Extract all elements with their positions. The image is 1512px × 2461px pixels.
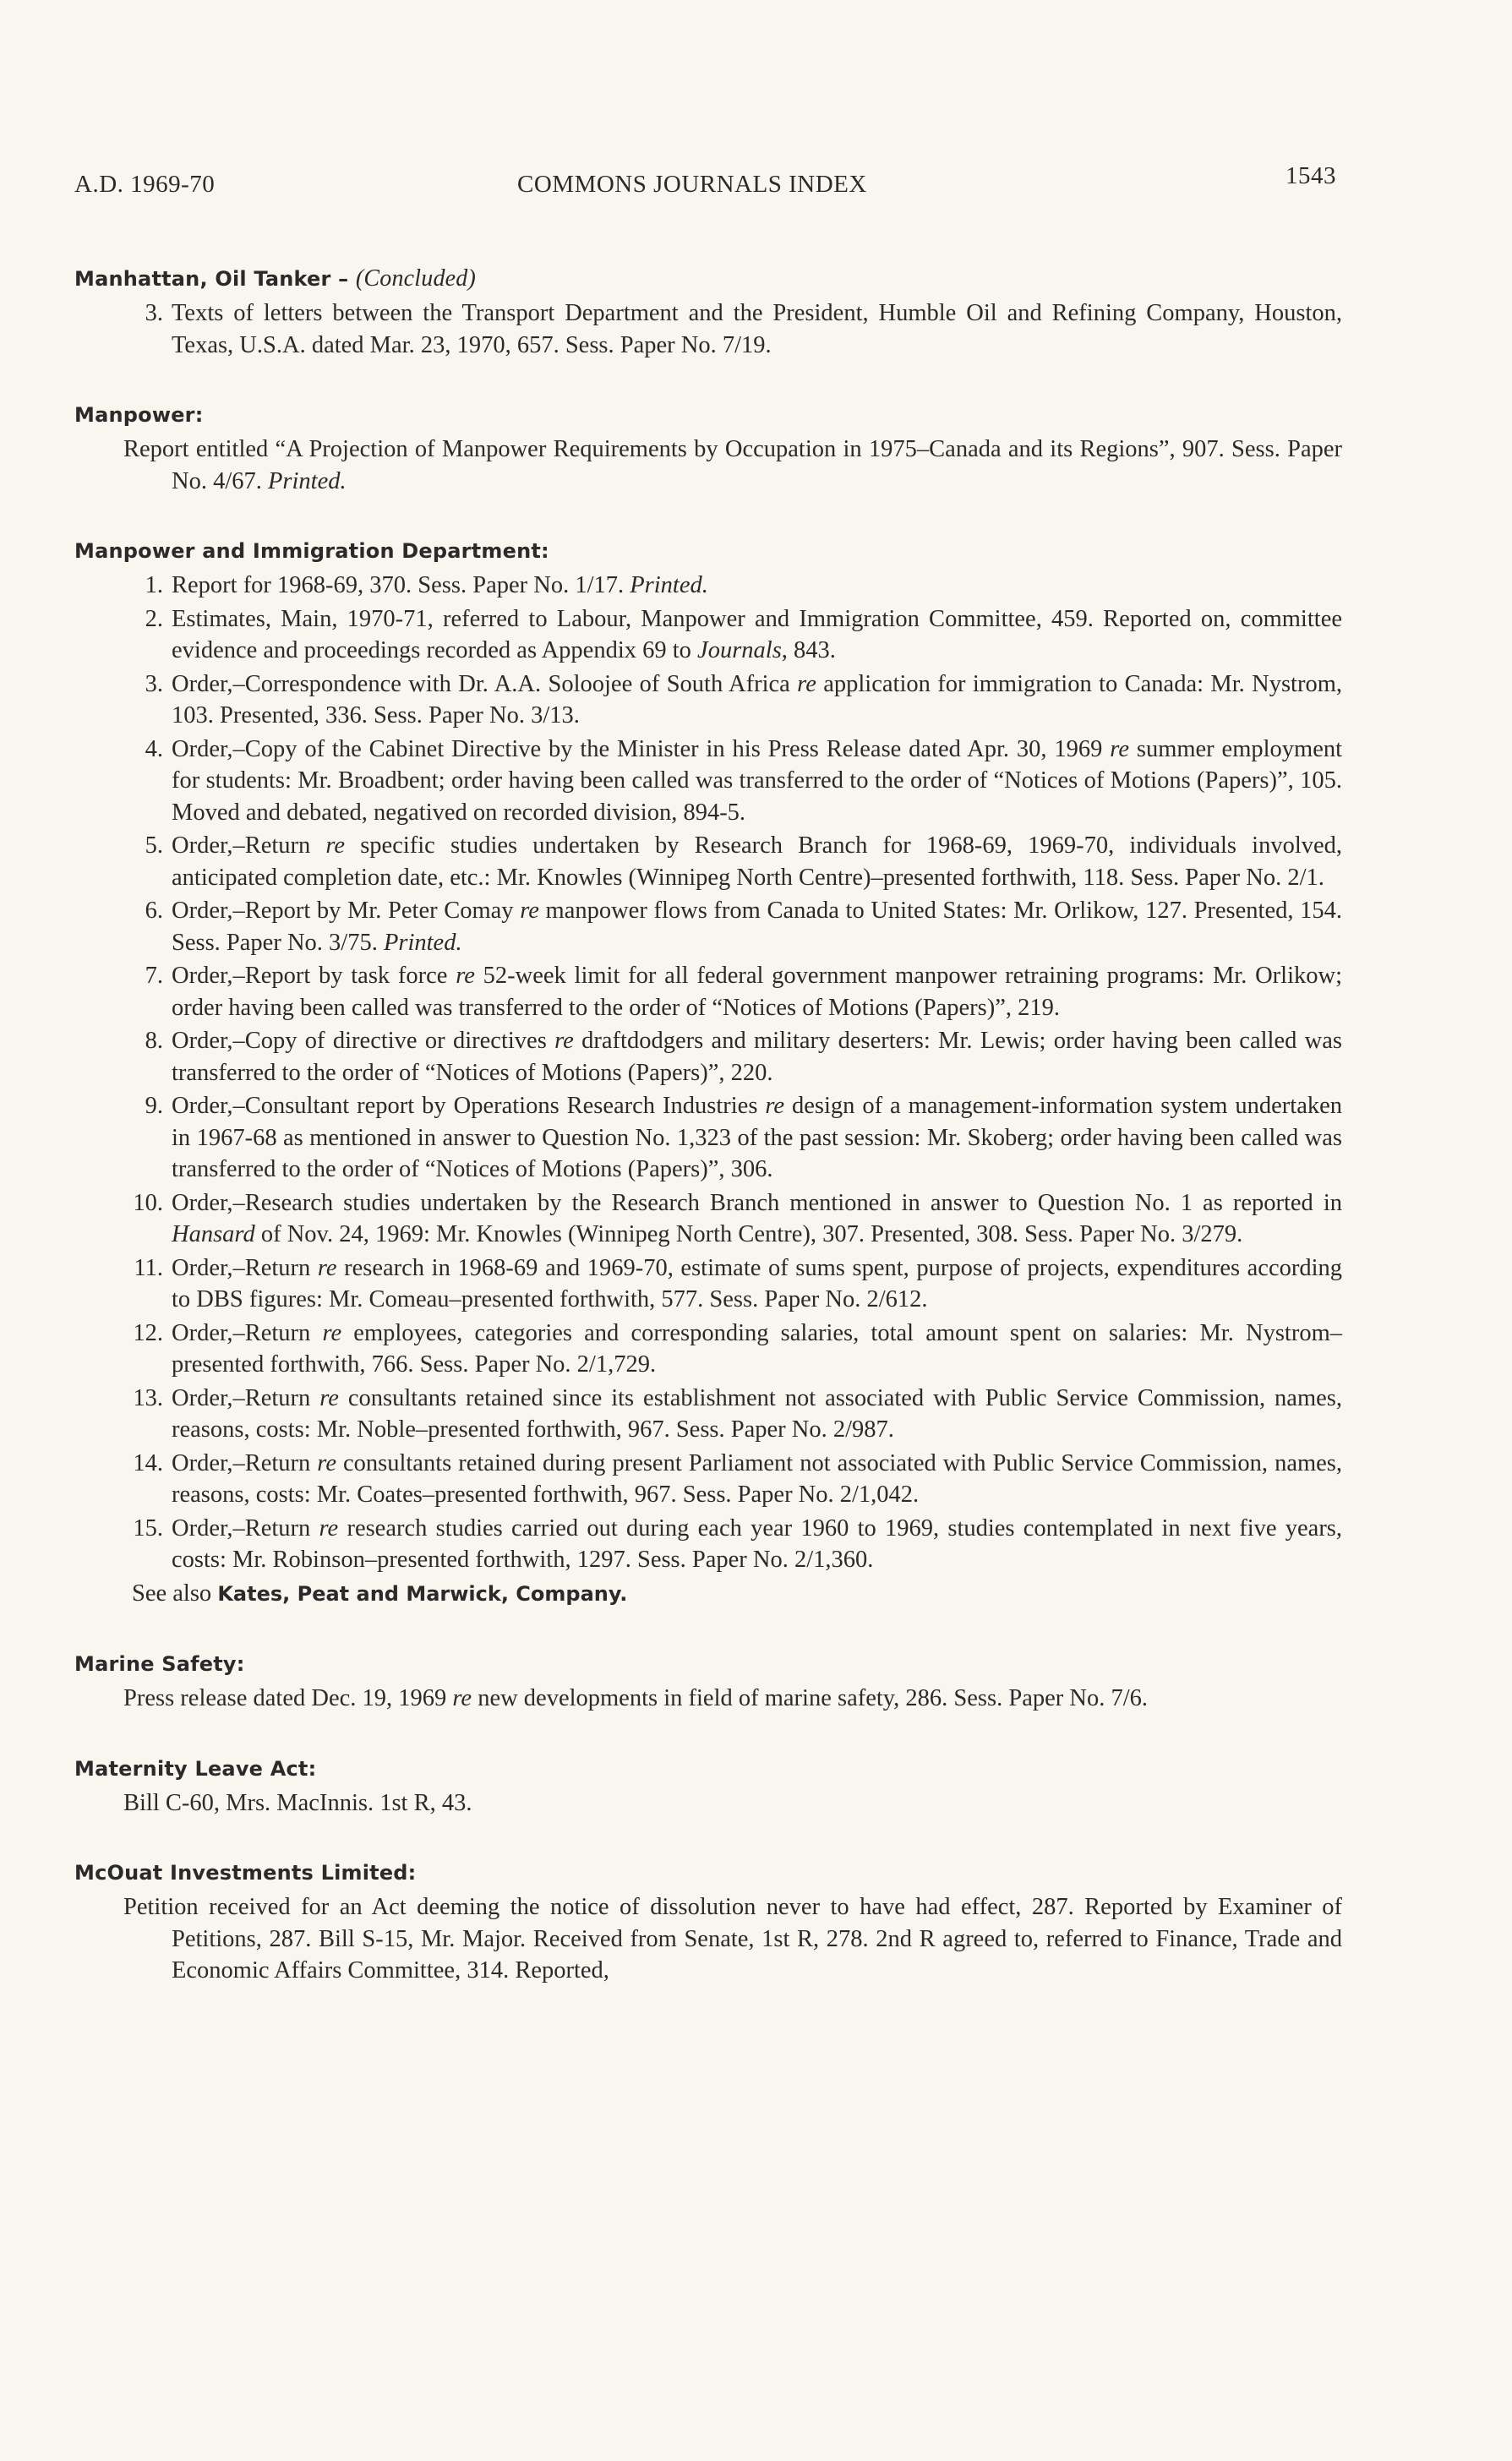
entry-text: Estimates, Main, 1970-71, referred to Labour, Manpower and Immigration Committee, 459. Reported on, committee evidence and proceedings recorded as Appendix 69 to: [172, 605, 1342, 663]
entry-number: 3.: [145, 300, 163, 326]
section-heading: [74, 264, 1342, 294]
entry-text-cont: application for immigration to Canada: Mr. Nystrom, 103. Presented, 336. Sess. Paper No. 3/13.: [172, 670, 1343, 728]
entry-text: Texts of letters between the Transport Department and the President, Humble Oil and Refining Company, Houston, Texas, U.S.A. dated Mar. 23, 1970, 657. Sess. Paper No. 7/19.: [172, 300, 1342, 358]
page-number: 1543: [1285, 162, 1336, 189]
entry-text: Report for 1968-69, 370. Sess. Paper No. 1/17.: [172, 572, 625, 598]
index-entry: [74, 1025, 1342, 1089]
index-entry: [74, 895, 1342, 958]
re-label: re: [554, 1028, 574, 1054]
see-also: [74, 1578, 1342, 1611]
re-label: re: [317, 1449, 336, 1476]
section-mcouat: [74, 1858, 1342, 1987]
re-label: re: [322, 1319, 342, 1346]
entry-number: 13.: [133, 1384, 163, 1411]
section-manpower-immigration: [74, 536, 1342, 1610]
entry-text-cont: consultants retained since its establishment not associated with Public Service Commission, names, reasons, costs: Mr. Noble–presented forthwith, 967. Sess. Paper No. 2/987.: [172, 1384, 1342, 1443]
entry-text-cont: 52-week limit for all federal government manpower retraining programs: Mr. Orlikow; order having been called was transferred to the order of “Notices of Motions (Papers)”, 219.: [172, 963, 1342, 1021]
index-entry: [74, 1383, 1342, 1446]
re-label: re: [452, 1685, 472, 1711]
re-label: re: [1110, 735, 1129, 762]
entry-text-cont: consultants retained during present Parliament not associated with Public Service Commission, names, reasons, costs: Mr. Coates–presented forthwith, 967. Sess. Paper No. 2/1,042.: [172, 1449, 1342, 1508]
section-manhattan: [74, 264, 1342, 361]
entry-text: Bill C-60, Mrs. MacInnis. 1st R, 43.: [123, 1789, 472, 1816]
entry-number: 11.: [134, 1254, 163, 1281]
index-entry: [74, 434, 1342, 497]
index-entry: [74, 960, 1342, 1023]
section-heading: Maternity Leave Act:: [74, 1756, 317, 1781]
entry-text: Report entitled “A Projection of Manpower Requirements by Occupation in 1975–Canada and its Regions”, 907. Sess. Paper No. 4/67.: [123, 436, 1342, 494]
header-title: COMMONS JOURNALS INDEX: [517, 171, 867, 198]
entry-number: 6.: [145, 898, 163, 924]
section-heading: Manpower and Immigration Department:: [74, 539, 549, 563]
entry-text: Order,–Return: [172, 1319, 311, 1346]
index-entry: [74, 668, 1342, 732]
entry-text-cont: manpower flows from Canada to United States: Mr. Orlikow, 127. Presented, 154. Sess. Paper No. 3/75.: [172, 898, 1343, 956]
entry-text: Order,–Return: [172, 832, 311, 859]
entry-text-cont: research in 1968-69 and 1969-70, estimate of sums spent, purpose of projects, expenditures according to DBS figures: Mr. Comeau–presented forthwith, 577. Sess. Paper No. 2/612.: [172, 1254, 1343, 1312]
entry-text: Order,–Copy of the Cabinet Directive by the Minister in his Press Release dated Apr. 30, 1969: [172, 735, 1103, 762]
entry-text-cont: employees, categories and corresponding salaries, total amount spent on salaries: Mr. Nystrom–presented forthwith, 766. Sess. Paper No. 2/1,729.: [172, 1319, 1342, 1378]
entry-number: 14.: [133, 1449, 163, 1476]
re-label: re: [325, 832, 346, 859]
section-maternity-leave: [74, 1754, 1342, 1820]
entry-text-cont: new developments in field of marine safety, 286. Sess. Paper No. 7/6.: [478, 1685, 1148, 1711]
running-header: [74, 162, 1336, 206]
index-entry: [74, 1683, 1342, 1715]
section-heading: McOuat Investments Limited:: [74, 1861, 417, 1885]
entry-text-cont: of Nov. 24, 1969: Mr. Knowles (Winnipeg North Centre), 307. Presented, 308. Sess. Paper No. 3/279.: [260, 1221, 1243, 1247]
entry-text: Order,–Return: [172, 1514, 311, 1542]
index-body: [74, 264, 1342, 2026]
entry-text: Order,–Report by Mr. Peter Comay: [172, 898, 514, 924]
entry-text-cont: draftdodgers and military deserters: Mr. Lewis; order having been called was transferred to the order of “Notices of Motions (Papers)”, 220.: [172, 1028, 1343, 1086]
entry-text-cont: summer employment for students: Mr. Broadbent; order having been called was transferred to the order of “Notices of Motions (Papers)”, 105. Moved and debated, negatived on recorded division, 894-5.: [172, 735, 1343, 826]
index-entry: [74, 1252, 1342, 1316]
index-entry: [74, 603, 1342, 667]
re-label: re: [520, 898, 539, 924]
entry-number: 9.: [145, 1093, 163, 1119]
index-entry: [74, 1513, 1342, 1576]
entry-text-cont: design of a management-information system undertaken in 1967-68 as mentioned in answer to Question No. 1,323 of the past session: Mr. Skoberg; order having been called was transferred to the order of “Notices of Motions (Papers)”, 306.: [172, 1093, 1342, 1182]
entry-text: Order,–Consultant report by Operations Research Industries: [172, 1093, 758, 1119]
entry-number: 7.: [145, 963, 163, 989]
index-entry: [74, 1891, 1342, 1987]
entry-text: Order,–Research studies undertaken by the Research Branch mentioned in answer to Question No. 1 as reported in: [172, 1189, 1342, 1216]
index-entry: [74, 1187, 1342, 1251]
entry-number: 8.: [145, 1028, 163, 1054]
entry-text-cont: specific studies undertaken by Research Branch for 1968-69, 1969-70, individuals involved, anticipated completion date, etc.: Mr. Knowles (Winnipeg North Centre)–presented forthwith, 118. Sess. Paper No. 2/1.: [172, 832, 1343, 891]
hansard-label: Hansard: [172, 1221, 255, 1247]
heading-text: Manhattan, Oil Tanker –: [74, 267, 349, 291]
index-entry: [74, 1787, 1342, 1820]
entry-number: 5.: [145, 832, 163, 859]
section-heading: Marine Safety:: [74, 1652, 245, 1676]
index-entry: [74, 1318, 1342, 1381]
re-label: re: [797, 670, 816, 697]
see-also-label: See also: [132, 1580, 212, 1607]
entry-number: 2.: [145, 605, 163, 632]
index-entry: [74, 297, 1342, 361]
re-label: re: [319, 1514, 339, 1542]
index-entry: [74, 570, 1342, 602]
printed-label: Printed.: [268, 467, 347, 494]
concluded-label: (Concluded): [355, 265, 477, 292]
entry-text: Order,–Report by task force: [172, 963, 448, 989]
entry-number: 15.: [133, 1514, 163, 1542]
re-label: re: [319, 1384, 339, 1411]
printed-label: Printed.: [630, 572, 708, 598]
re-label: re: [456, 963, 475, 989]
entry-number: 12.: [133, 1319, 163, 1346]
see-also-reference: Kates, Peat and Marwick, Company.: [217, 1581, 628, 1606]
entry-text: Order,–Return: [172, 1384, 311, 1411]
entry-text-cont: research studies carried out during each year 1960 to 1969, studies contemplated in next five years, costs: Mr. Robinson–presented forthwith, 1297. Sess. Paper No. 2/1,360.: [172, 1514, 1343, 1573]
index-entry: [74, 830, 1342, 893]
section-heading: Manpower:: [74, 403, 204, 427]
header-date: A.D. 1969-70: [74, 171, 216, 198]
entry-number: 1.: [145, 572, 163, 598]
re-label: re: [317, 1254, 337, 1281]
entry-number: 4.: [145, 735, 163, 762]
entry-text: Press release dated Dec. 19, 1969: [123, 1685, 447, 1711]
entry-text: Order,–Return: [172, 1449, 311, 1476]
entry-text-cont: , 843.: [781, 637, 836, 663]
section-manpower: [74, 400, 1342, 497]
entry-number: 10.: [133, 1189, 163, 1216]
entry-text: Order,–Return: [172, 1254, 311, 1281]
journals-label: Journals: [697, 637, 782, 663]
re-label: re: [765, 1093, 785, 1119]
section-marine-safety: [74, 1649, 1342, 1715]
printed-label: Printed.: [383, 929, 462, 956]
index-entry: [74, 734, 1342, 829]
index-entry: [74, 1448, 1342, 1511]
entry-number: 3.: [145, 670, 163, 697]
entry-text: Petition received for an Act deeming the notice of dissolution never to have had effect, 287. Reported by Examiner of Petitions, 287. Bill S-15, Mr. Major. Received from Senate, 1st R, 278. 2nd R agreed to, referred to Finance, Trade and Economic Affairs Committee, 314. Reported,: [123, 1894, 1342, 1984]
entry-text: Order,–Copy of directive or directives: [172, 1028, 547, 1054]
index-entry: [74, 1090, 1342, 1186]
entry-text: Order,–Correspondence with Dr. A.A. Soloojee of South Africa: [172, 670, 790, 697]
